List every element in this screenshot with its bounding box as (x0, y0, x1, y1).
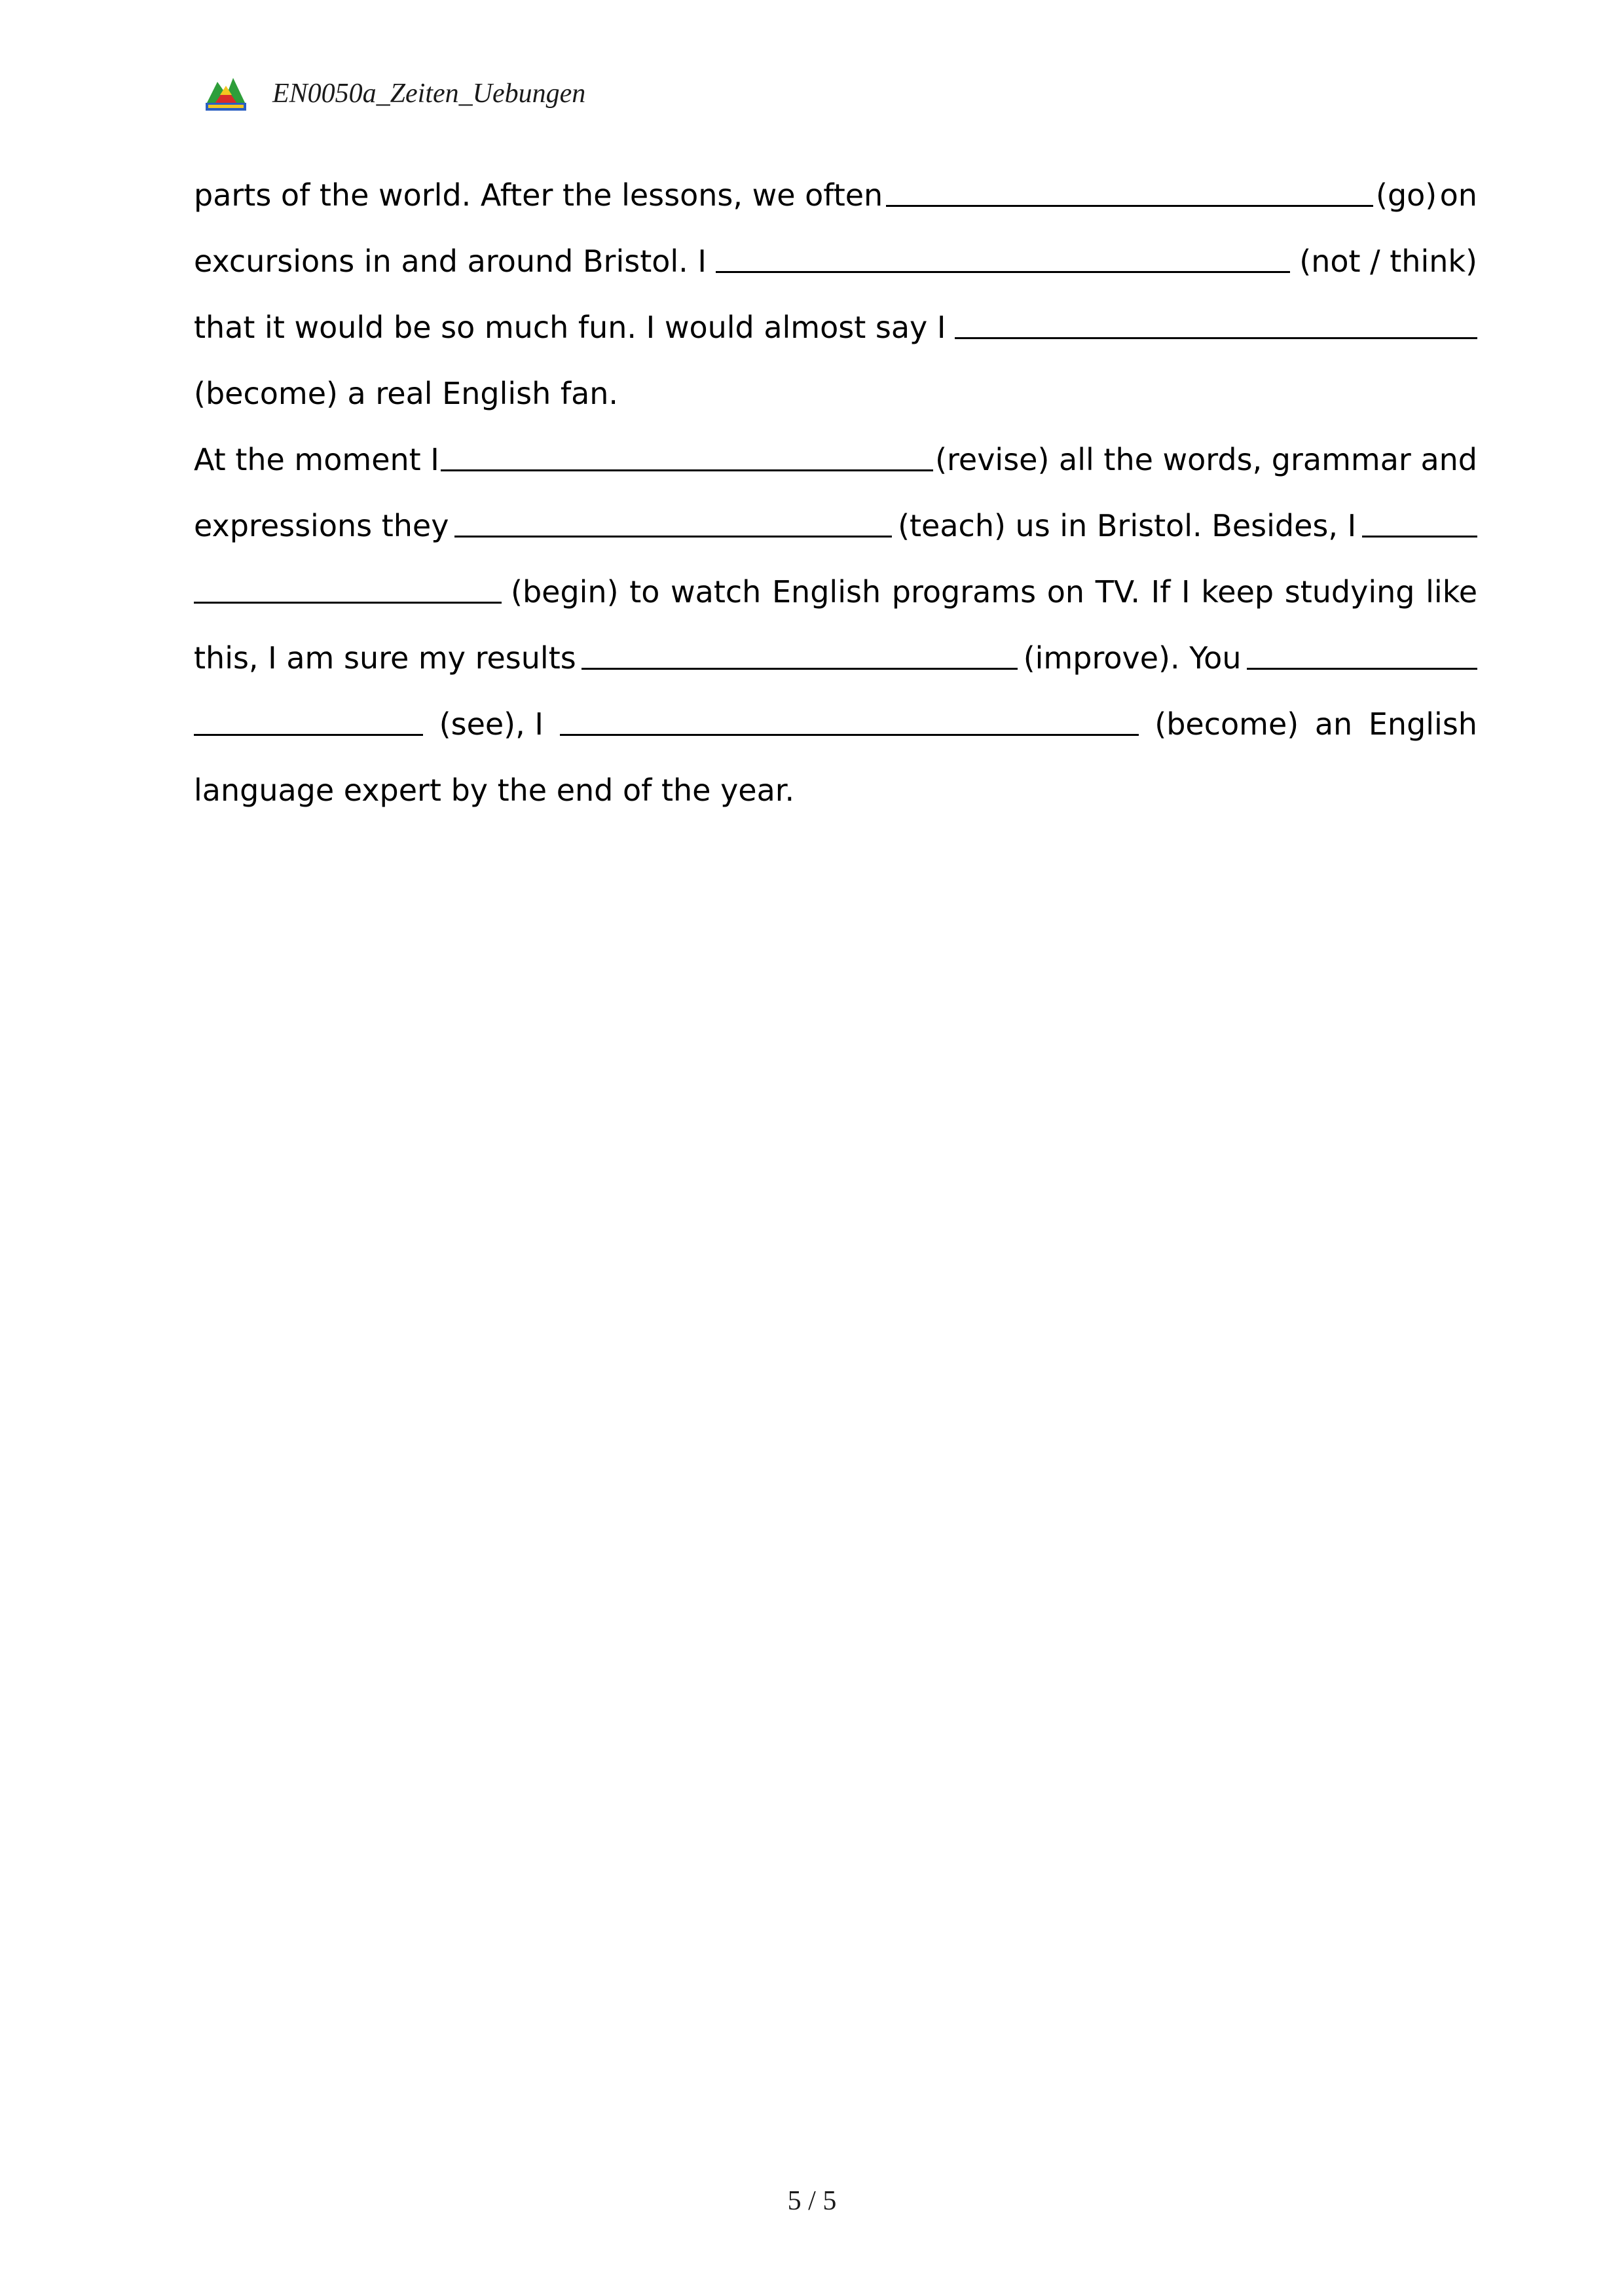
fill-in-blank[interactable] (441, 469, 933, 471)
text-line-8 (194, 625, 1477, 691)
text-line-6 (194, 493, 1477, 559)
verb-hint: (go) (1376, 177, 1437, 213)
text-line-4 (194, 361, 1477, 427)
exercise-text (194, 162, 1477, 824)
text-line-10 (194, 757, 1477, 824)
verb-hint: (teach) us in Bristol. Besides, I (898, 508, 1357, 543)
text-line-1 (194, 162, 1477, 228)
document-header (204, 71, 585, 117)
text-segment: English (1368, 706, 1477, 742)
fill-in-blank-continued[interactable] (194, 734, 423, 736)
fill-in-blank[interactable] (1362, 536, 1477, 538)
text-line-3 (194, 295, 1477, 361)
fill-in-blank[interactable] (886, 205, 1373, 207)
verb-hint: (see), I (439, 706, 544, 742)
fill-in-blank[interactable] (1247, 668, 1477, 670)
fill-in-blank[interactable] (581, 668, 1018, 670)
text-segment: expressions they (194, 508, 449, 543)
text-segment: At the moment I (194, 442, 439, 477)
verb-hint: (revise) all the words, grammar and (935, 442, 1477, 477)
fill-in-blank[interactable] (454, 536, 892, 538)
verb-hint: (improve). You (1023, 640, 1242, 676)
fill-in-blank[interactable] (560, 734, 1139, 736)
text-segment: on (1439, 177, 1477, 213)
fill-in-blank-continued[interactable] (194, 602, 502, 604)
text-line-5 (194, 427, 1477, 493)
document-title: EN0050a_Zeiten_Uebungen (272, 79, 586, 109)
text-segment: (become) a real English fan. (194, 376, 619, 411)
text-line-7 (194, 559, 1477, 625)
verb-hint: (become) (1154, 706, 1299, 742)
fill-in-blank[interactable] (716, 271, 1290, 273)
fill-in-blank[interactable] (955, 337, 1477, 339)
text-segment: parts of the world. After the lessons, we often (194, 177, 883, 213)
mountain-logo-icon (204, 75, 248, 112)
text-line-9 (194, 691, 1477, 757)
text-segment: this, I am sure my results (194, 640, 576, 676)
verb-hint: (not / think) (1299, 244, 1477, 279)
page-number: 5 / 5 (787, 2186, 837, 2216)
text-segment: an (1314, 706, 1353, 742)
text-line-2 (194, 228, 1477, 295)
text-segment: that it would be so much fun. I would almost say I (194, 310, 946, 345)
text-segment: excursions in and around Bristol. I (194, 244, 707, 279)
text-segment: language expert by the end of the year. (194, 773, 795, 808)
verb-hint: (begin) to watch English programs on TV. If I keep studying like (511, 574, 1477, 610)
